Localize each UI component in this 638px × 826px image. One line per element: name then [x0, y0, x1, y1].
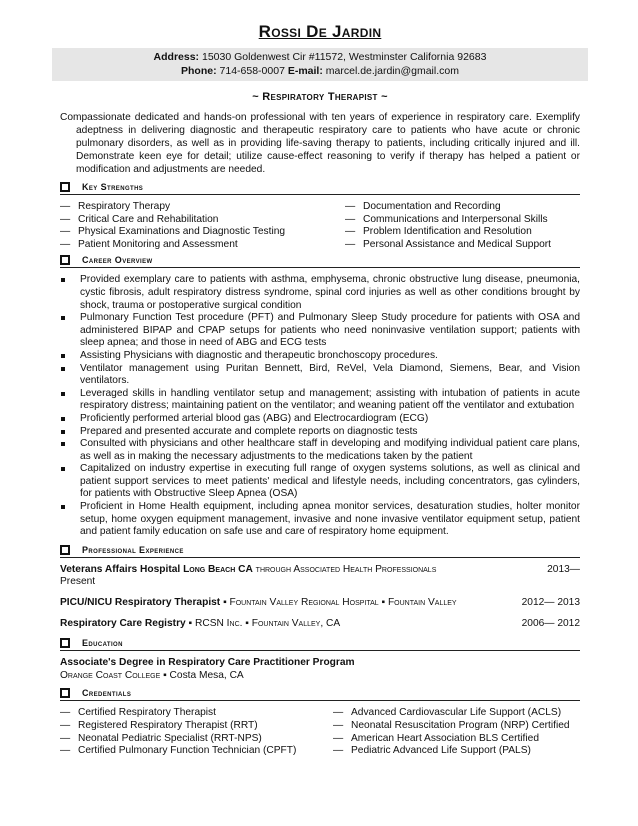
dash-icon: —: [345, 238, 356, 250]
credential-text: Advanced Cardiovascular Life Support (ACLS): [351, 707, 562, 719]
strength-item: [345, 201, 580, 214]
dash-icon: —: [333, 707, 344, 719]
dash-icon: —: [60, 707, 71, 719]
employer-name: ▪ RCSN Inc. ▪ Fountain Valley, CA: [188, 617, 341, 629]
dash-icon: —: [345, 226, 356, 238]
credential-item: [333, 733, 580, 746]
bullet-icon: [60, 463, 80, 501]
strength-item: [60, 214, 313, 227]
list-item: [60, 426, 580, 439]
experience-entry: [60, 597, 580, 610]
list-item: [60, 413, 580, 426]
school-line: [60, 670, 580, 683]
strength-item: [345, 239, 580, 252]
credential-item: [60, 745, 313, 758]
bullet-icon: [60, 350, 80, 363]
strength-item: [345, 226, 580, 239]
experience-dates: 2006— 2012: [521, 617, 580, 629]
credential-text: Certified Pulmonary Function Technician (CPFT): [78, 745, 297, 757]
phone-email-line: [52, 64, 588, 78]
section-title: Key Strengths: [82, 182, 144, 192]
strength-item: [60, 226, 313, 239]
credential-item: [333, 707, 580, 720]
dash-icon: —: [345, 201, 356, 212]
employer-name: ▪ Fountain Valley Regional Hospital ▪ Fountain Valley: [223, 597, 457, 609]
dash-icon: —: [333, 720, 344, 731]
experience-row: [60, 564, 580, 577]
experience-title: [60, 618, 340, 631]
credential-text: Registered Respiratory Therapist (RRT): [78, 720, 258, 731]
list-item-text: Provided exemplary care to patients with asthma, emphysema, chronic obstructive lung disease, pneumonia, cystic fibrosis, adult respiratory distress syndrome, spinal cord injuries as well as other conditions brought by shock, trauma or postoperative surgical condition: [80, 274, 580, 311]
credential-text: American Heart Association BLS Certified: [351, 732, 539, 744]
list-item: [60, 274, 580, 312]
phone-label: Phone:: [181, 65, 217, 77]
strength-text: Documentation and Recording: [363, 201, 501, 212]
credentials-list: [60, 707, 580, 757]
credentials-right-col: [327, 707, 580, 757]
section-header-education: [60, 638, 580, 651]
section-box-icon: [60, 638, 70, 648]
strength-item: [60, 239, 313, 252]
career-overview-list: [60, 274, 580, 538]
dash-icon: —: [60, 226, 71, 238]
list-item: [60, 350, 580, 363]
credential-text: Certified Respiratory Therapist: [78, 707, 216, 719]
dash-icon: —: [60, 732, 71, 744]
email-value[interactable]: marcel.de.jardin@gmail.com: [325, 65, 459, 77]
section-header-credentials: [60, 688, 580, 701]
credential-text: Neonatal Resuscitation Program (NRP) Certified: [351, 720, 570, 731]
contact-band: [52, 48, 588, 81]
list-item: [60, 363, 580, 388]
employer-name: Veterans Affairs Hospital: [60, 563, 181, 575]
bullet-icon: [60, 312, 80, 350]
credential-item: [60, 707, 313, 720]
list-item-text: Capitalized on industry expertise in executing full range of oxygen systems solutions, as well as clinical and patient support services to meet patients' medical and lifestyle needs, including concentrators, gas cylinders, for patients with Obstructive Sleep Apnea (OSA): [80, 463, 580, 500]
experience-title: [60, 564, 436, 577]
bullet-icon: [60, 438, 80, 463]
education-entry: [60, 657, 580, 682]
bullet-icon: [60, 274, 80, 312]
strength-text: Respiratory Therapy: [78, 201, 171, 212]
dash-icon: —: [333, 745, 344, 757]
bullet-icon: [60, 388, 80, 413]
section-header-key-strengths: [60, 182, 580, 195]
dash-icon: —: [60, 213, 71, 225]
credential-text: Neonatal Pediatric Specialist (RRT-NPS): [78, 732, 262, 744]
job-title: ~ Respiratory Therapist ~: [252, 91, 388, 103]
bullet-icon: [60, 501, 80, 539]
dash-icon: —: [60, 201, 71, 212]
bullet-icon: [60, 363, 80, 388]
list-item-text: Prepared and presented accurate and complete reports on diagnostic tests: [80, 425, 418, 437]
section-title: Education: [82, 638, 123, 649]
list-item-text: Proficiently performed arterial blood gas (ABG) and Electrocardiogram (ECG): [80, 412, 429, 424]
list-item-text: Consulted with physicians and other healthcare staff in developing and modifying individual patient care plans, as well as in making the necessary adjustments to the medications taken by the patient: [80, 438, 580, 462]
section-title: Career Overview: [82, 255, 153, 266]
employer-city: Long Beach: [183, 563, 236, 575]
section-box-icon: [60, 545, 70, 555]
bullet-icon: [60, 413, 80, 426]
dash-icon: —: [60, 720, 71, 731]
section-header-career-overview: [60, 255, 580, 268]
credential-text: Pediatric Advanced Life Support (PALS): [351, 745, 531, 757]
list-item-text: Leveraged skills in handling ventilator setup and management; assisting with intubation of patients in acute respiratory distress; maintaining patient on the ventilator; and weaning patient off the ventilator and extubation: [80, 387, 580, 412]
strength-item: [345, 214, 580, 227]
dash-icon: —: [60, 238, 71, 250]
experience-entry: [60, 564, 580, 589]
list-item: [60, 438, 580, 463]
list-item: [60, 388, 580, 413]
experience-row: [60, 576, 580, 589]
list-item-text: Ventilator management using Puritan Bennett, Bird, ReVel, Vela Diamond, Siemens, Bear, and Vision ventilators.: [80, 362, 580, 387]
credential-item: [60, 733, 313, 746]
section-title: Credentials: [82, 688, 132, 699]
address-line: [52, 50, 588, 64]
list-item: [60, 501, 580, 539]
key-strengths-right-col: [327, 201, 580, 251]
experience-entry: [60, 618, 580, 631]
credential-item: [60, 720, 313, 733]
experience-dates-cont: Present: [60, 576, 96, 588]
list-item-text: Proficient in Home Health equipment, including apnea monitor services, desaturation studies, holter monitor setup, home oxygen equipment management, invasive and none invasive ventilator equipment setup, patient and patient family education on safe use and care of respiratory home equipment.: [80, 501, 580, 538]
section-box-icon: [60, 688, 70, 698]
candidate-name: Rossi De Jardin: [258, 22, 382, 41]
strength-text: Personal Assistance and Medical Support: [363, 238, 552, 250]
key-strengths-list: [60, 201, 580, 251]
dash-icon: —: [60, 745, 71, 757]
position-title: PICU/NICU Respiratory Therapist: [60, 597, 221, 609]
school-location: ▪ Costa Mesa, CA: [163, 669, 244, 681]
employer-agency: through Associated Health Professionals: [255, 563, 437, 575]
summary-paragraph: Compassionate dedicated and hands-on professional with ten years of experience in respiratory care. Exemplify adeptness in delivering diagnostic and therapeutic respiratory care to patients who have acute or chronic pulmonary disorders, as well as in providing life-saving therapy to patients, including critically injured and ill. Demonstrate keen eye for detail; utilize cause-effect reasoning to verify if therapy has helped a patient or modification and adjustments are needed.: [60, 112, 580, 175]
dash-icon: —: [333, 732, 344, 744]
dash-icon: —: [345, 213, 356, 225]
list-item: [60, 312, 580, 350]
section-title: Professional Experience: [82, 544, 184, 555]
strength-text: Patient Monitoring and Assessment: [78, 238, 238, 250]
bullet-icon: [60, 426, 80, 439]
list-item-text: Pulmonary Function Test procedure (PFT) and Pulmonary Sleep Study procedure for patients with OSA and administered BIPAP and CPAP setups for patients who need noninvasive ventilation support; patients with sleep apnea; and those in need of ABG and ECG tests: [80, 312, 580, 349]
phone-value: 714-658-0007: [219, 65, 285, 77]
degree: Associate's Degree in Respiratory Care Practitioner Program: [60, 657, 355, 669]
credential-item: [333, 745, 580, 758]
experience-dates: 2013—: [547, 563, 580, 575]
strength-text: Problem Identification and Resolution: [363, 226, 532, 238]
strength-text: Communications and Interpersonal Skills: [363, 213, 548, 225]
list-item-text: Assisting Physicians with diagnostic and therapeutic bronchoscopy procedures.: [80, 349, 438, 361]
strength-item: [60, 201, 313, 214]
employer-state: CA: [238, 563, 253, 575]
address-label: Address:: [153, 51, 200, 63]
strength-text: Physical Examinations and Diagnostic Testing: [78, 226, 286, 238]
list-item: [60, 463, 580, 501]
credentials-left-col: [60, 707, 313, 757]
section-header-professional-experience: [60, 545, 580, 558]
school-name: Orange Coast College: [60, 669, 161, 681]
experience-row: [60, 618, 580, 631]
experience-dates: 2012— 2013: [521, 597, 580, 609]
experience-title: [60, 597, 457, 610]
address-value: 15030 Goldenwest Cir #11572, Westminster California 92683: [201, 51, 487, 63]
section-box-icon: [60, 182, 70, 192]
experience-row: [60, 597, 580, 610]
section-box-icon: [60, 255, 70, 265]
credential-item: [333, 720, 580, 733]
email-label: E-mail:: [287, 65, 323, 77]
position-title: Respiratory Care Registry: [60, 617, 186, 629]
key-strengths-left-col: [60, 201, 313, 251]
strength-text: Critical Care and Rehabilitation: [78, 213, 219, 225]
